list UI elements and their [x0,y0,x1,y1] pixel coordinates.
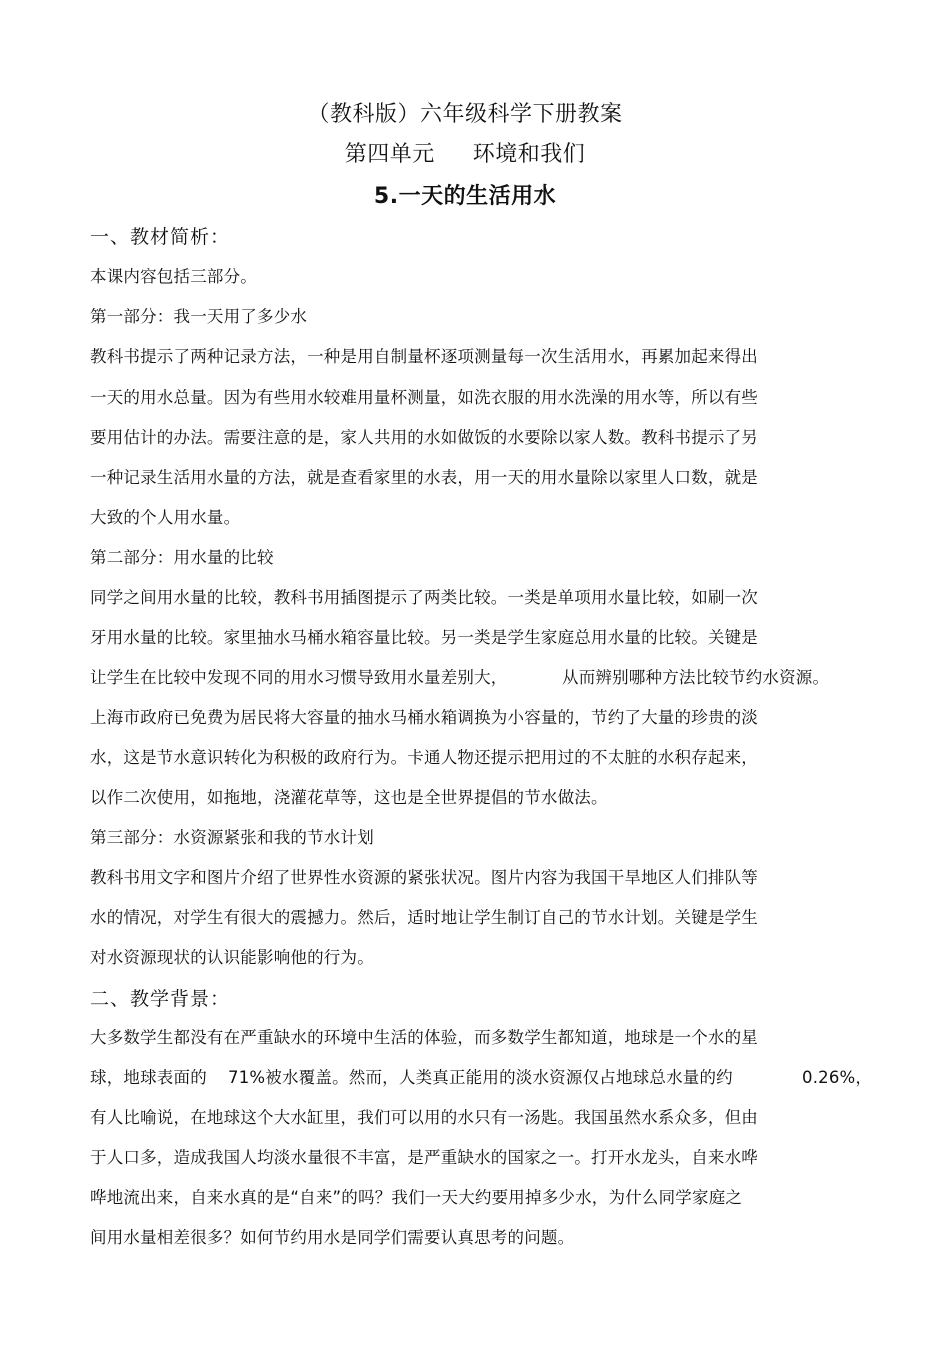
line-segment: 球，地球表面的 [90,1068,207,1087]
paragraph-line: 一种记录生活用水量的方法，就是查看家里的水表，用一天的用水量除以家里人口数，就是 [90,468,758,487]
paragraph-line: 于人口多，造成我国人均淡水量很不丰富，是严重缺水的国家之一。打开水龙头，自来水哗 [90,1148,758,1167]
paragraph-line: 对水资源现状的认识能影响他的行为。 [90,948,374,967]
part-title: 第三部分：水资源紧张和我的节水计划 [90,828,374,847]
paragraph-line: 同学之间用水量的比较，教科书用插图提示了两类比较。一类是单项用水量比较，如刷一次 [90,588,758,607]
paragraph-line: 要用估计的办法。需要注意的是，家人共用的水如做饭的水要除以家人数。教科书提示了另 [90,428,758,447]
paragraph-line: 水的情况，对学生有很大的震撼力。然后，适时地让学生制订自己的节水计划。关键是学生 [90,908,758,927]
document-title: （教科版）六年级科学下册教案 [307,102,623,127]
line-segment: 71%被水覆盖。然而，人类真正能用的淡水资源仅占地球总水量的约 [228,1068,733,1087]
line-segment: 从而辨别哪种方法比较节约水资源。 [562,668,830,687]
paragraph-line: 上海市政府已免费为居民将大容量的抽水马桶水箱调换为小容量的，节约了大量的珍贵的淡 [90,708,758,727]
lesson-title: 5.一天的生活用水 [373,184,557,209]
section-heading-background: 二、教学背景： [90,988,231,1010]
paragraph-line: 哗地流出来，自来水真的是“自来”的吗？我们一天大约要用掉多少水，为什么同学家庭之 [90,1188,743,1207]
paragraph-line: 牙用水量的比较。家里抽水马桶水箱容量比较。另一类是学生家庭总用水量的比较。关键是 [90,628,758,647]
section-heading-materials: 一、教材简析： [90,226,231,248]
part-title: 第二部分：用水量的比较 [90,548,274,567]
unit-label: 第四单元 [344,142,435,167]
paragraph-line: 间用水量相差很多？如何节约用水是同学们需要认真思考的问题。 [90,1228,575,1247]
part-title: 第一部分：我一天用了多少水 [90,307,308,326]
unit-name: 环境和我们 [472,142,586,167]
paragraph-line: 教科书提示了两种记录方法，一种是用自制量杯逐项测量每一次生活用水，再累加起来得出 [90,347,758,366]
paragraph-line: 本课内容包括三部分。 [90,267,257,286]
paragraph-line: 大致的个人用水量。 [90,508,241,527]
line-segment: 让学生在比较中发现不同的用水习惯导致用水量差别大， [90,668,508,687]
paragraph-line: 一天的用水总量。因为有些用水较难用量杯测量，如洗衣服的用水洗澡的用水等，所以有些 [90,388,758,407]
paragraph-line: 大多数学生都没有在严重缺水的环境中生活的体验，而多数学生都知道，地球是一个水的星 [90,1028,758,1047]
line-segment: 0.26%， [802,1068,873,1087]
paragraph-line [90,1066,873,1090]
unit-title [0,140,930,170]
paragraph-line: 以作二次使用，如拖地，浇灌花草等，这也是全世界提倡的节水做法。 [90,788,608,807]
paragraph-line: 教科书用文字和图片介绍了世界性水资源的紧张状况。图片内容为我国干旱地区人们排队等 [90,868,758,887]
paragraph-line: 水，这是节水意识转化为积极的政府行为。卡通人物还提示把用过的不太脏的水积存起来， [90,748,758,767]
paragraph-line [90,666,860,690]
paragraph-line: 有人比喻说，在地球这个大水缸里，我们可以用的水只有一汤匙。我国虽然水系众多，但由 [90,1108,758,1127]
